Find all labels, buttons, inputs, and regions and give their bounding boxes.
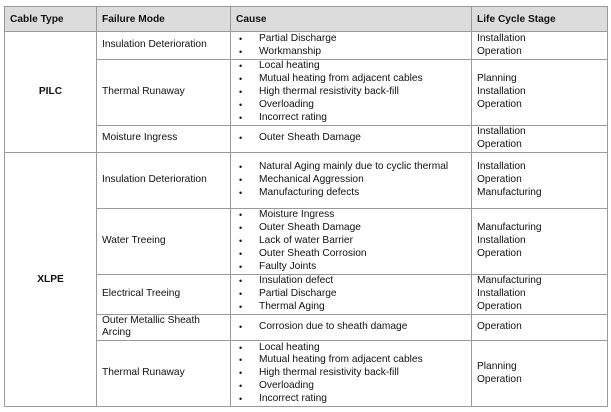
cause-item: • Mechanical Aggression	[236, 174, 466, 187]
life-cycle-stage-cell	[472, 314, 608, 341]
cause-item: • Manufacturing defects	[236, 187, 466, 200]
life-cycle-stage-cell	[472, 274, 608, 314]
failure-mode-cell: Thermal Runaway	[97, 60, 231, 126]
cause-item: • Workmanship	[236, 46, 466, 59]
failure-mode-cell: Insulation Deterioration	[97, 152, 231, 208]
header-cause: Cause	[231, 7, 472, 32]
stage-item: Installation	[477, 126, 526, 137]
stage-item: Manufacturing	[477, 221, 542, 233]
stage-item: Planning	[477, 360, 517, 372]
cause-item: • Thermal Aging	[236, 301, 466, 314]
table-row	[5, 152, 608, 208]
stage-item: Operation	[477, 173, 522, 185]
life-cycle-stage-cell	[472, 60, 608, 126]
cause-item: • Lack of water Barrier	[236, 235, 466, 248]
stage-item: Operation	[477, 138, 522, 150]
stage-item: Operation	[477, 373, 522, 385]
cause-cell	[231, 208, 472, 274]
stage-item: Planning	[477, 73, 517, 85]
cause-item: • Insulation defect	[236, 275, 466, 288]
cause-item: • Outer Sheath Corrosion	[236, 248, 466, 261]
cause-item: • High thermal resistivity back-fill	[236, 86, 466, 99]
cause-item: • Overloading	[236, 99, 466, 112]
stage-item: Manufacturing	[477, 274, 542, 286]
failure-modes-table	[4, 6, 608, 407]
header-cable-type: Cable Type	[5, 7, 97, 32]
stage-item: Installation	[477, 32, 526, 44]
failure-mode-cell: Thermal Runaway	[97, 341, 231, 407]
cable-type-cell: XLPE	[5, 152, 97, 407]
life-cycle-stage-cell	[472, 152, 608, 208]
header-failure-mode: Failure Mode	[97, 7, 231, 32]
cause-cell	[231, 314, 472, 341]
failure-mode-cell: Electrical Treeing	[97, 274, 231, 314]
cause-item: • Incorrect rating	[236, 393, 466, 406]
cause-list	[236, 209, 466, 274]
cause-cell	[231, 152, 472, 208]
cause-cell	[231, 126, 472, 153]
table-row	[5, 32, 608, 60]
cause-item: • Overloading	[236, 380, 466, 393]
cause-item: • Mutual heating from adjacent cables	[236, 354, 466, 367]
cause-cell	[231, 32, 472, 60]
stage-item: Installation	[477, 86, 526, 98]
cause-item: • Incorrect rating	[236, 112, 466, 125]
stage-item: Operation	[477, 98, 522, 110]
stage-item: Manufacturing	[477, 186, 542, 198]
stage-item: Installation	[477, 234, 526, 246]
stage-item: Installation	[477, 160, 526, 172]
stage-item: Operation	[477, 247, 522, 259]
cause-item: • Mutual heating from adjacent cables	[236, 73, 466, 86]
cause-item: • Local heating	[236, 60, 466, 73]
cause-item: • Faulty Joints	[236, 261, 466, 274]
cable-type-cell: PILC	[5, 32, 97, 153]
failure-mode-cell: Insulation Deterioration	[97, 32, 231, 60]
table-header	[5, 7, 608, 32]
table-body	[5, 32, 608, 407]
cause-cell	[231, 341, 472, 407]
header-life-cycle-stage: Life Cycle Stage	[472, 7, 608, 32]
cause-item: • High thermal resistivity back-fill	[236, 367, 466, 380]
life-cycle-stage-cell	[472, 126, 608, 153]
header-row	[5, 7, 608, 32]
cause-item: • Partial Discharge	[236, 33, 466, 46]
life-cycle-stage-cell	[472, 341, 608, 407]
stage-item: Installation	[477, 287, 526, 299]
cause-item: • Local heating	[236, 342, 466, 355]
cause-cell	[231, 274, 472, 314]
cause-item: • Corrosion due to sheath damage	[236, 321, 466, 334]
stage-item: Operation	[477, 300, 522, 312]
cause-item: • Partial Discharge	[236, 288, 466, 301]
failure-mode-cell: Outer Metallic Sheath Arcing	[97, 314, 231, 341]
stage-item: Operation	[477, 320, 522, 332]
cause-item: • Outer Sheath Damage	[236, 132, 466, 145]
cause-list	[236, 60, 466, 125]
cause-list	[236, 342, 466, 407]
life-cycle-stage-cell	[472, 32, 608, 60]
cause-item: • Natural Aging mainly due to cyclic thermal	[236, 161, 466, 174]
failure-mode-cell: Moisture Ingress	[97, 126, 231, 153]
cause-list	[236, 33, 466, 59]
stage-item: Operation	[477, 45, 522, 57]
cause-list	[236, 132, 466, 145]
cause-list	[236, 321, 466, 334]
cause-list	[236, 275, 466, 314]
cause-cell	[231, 60, 472, 126]
cause-item: • Moisture Ingress	[236, 209, 466, 222]
cause-list	[236, 161, 466, 200]
cause-item: • Outer Sheath Damage	[236, 222, 466, 235]
life-cycle-stage-cell	[472, 208, 608, 274]
failure-mode-cell: Water Treeing	[97, 208, 231, 274]
